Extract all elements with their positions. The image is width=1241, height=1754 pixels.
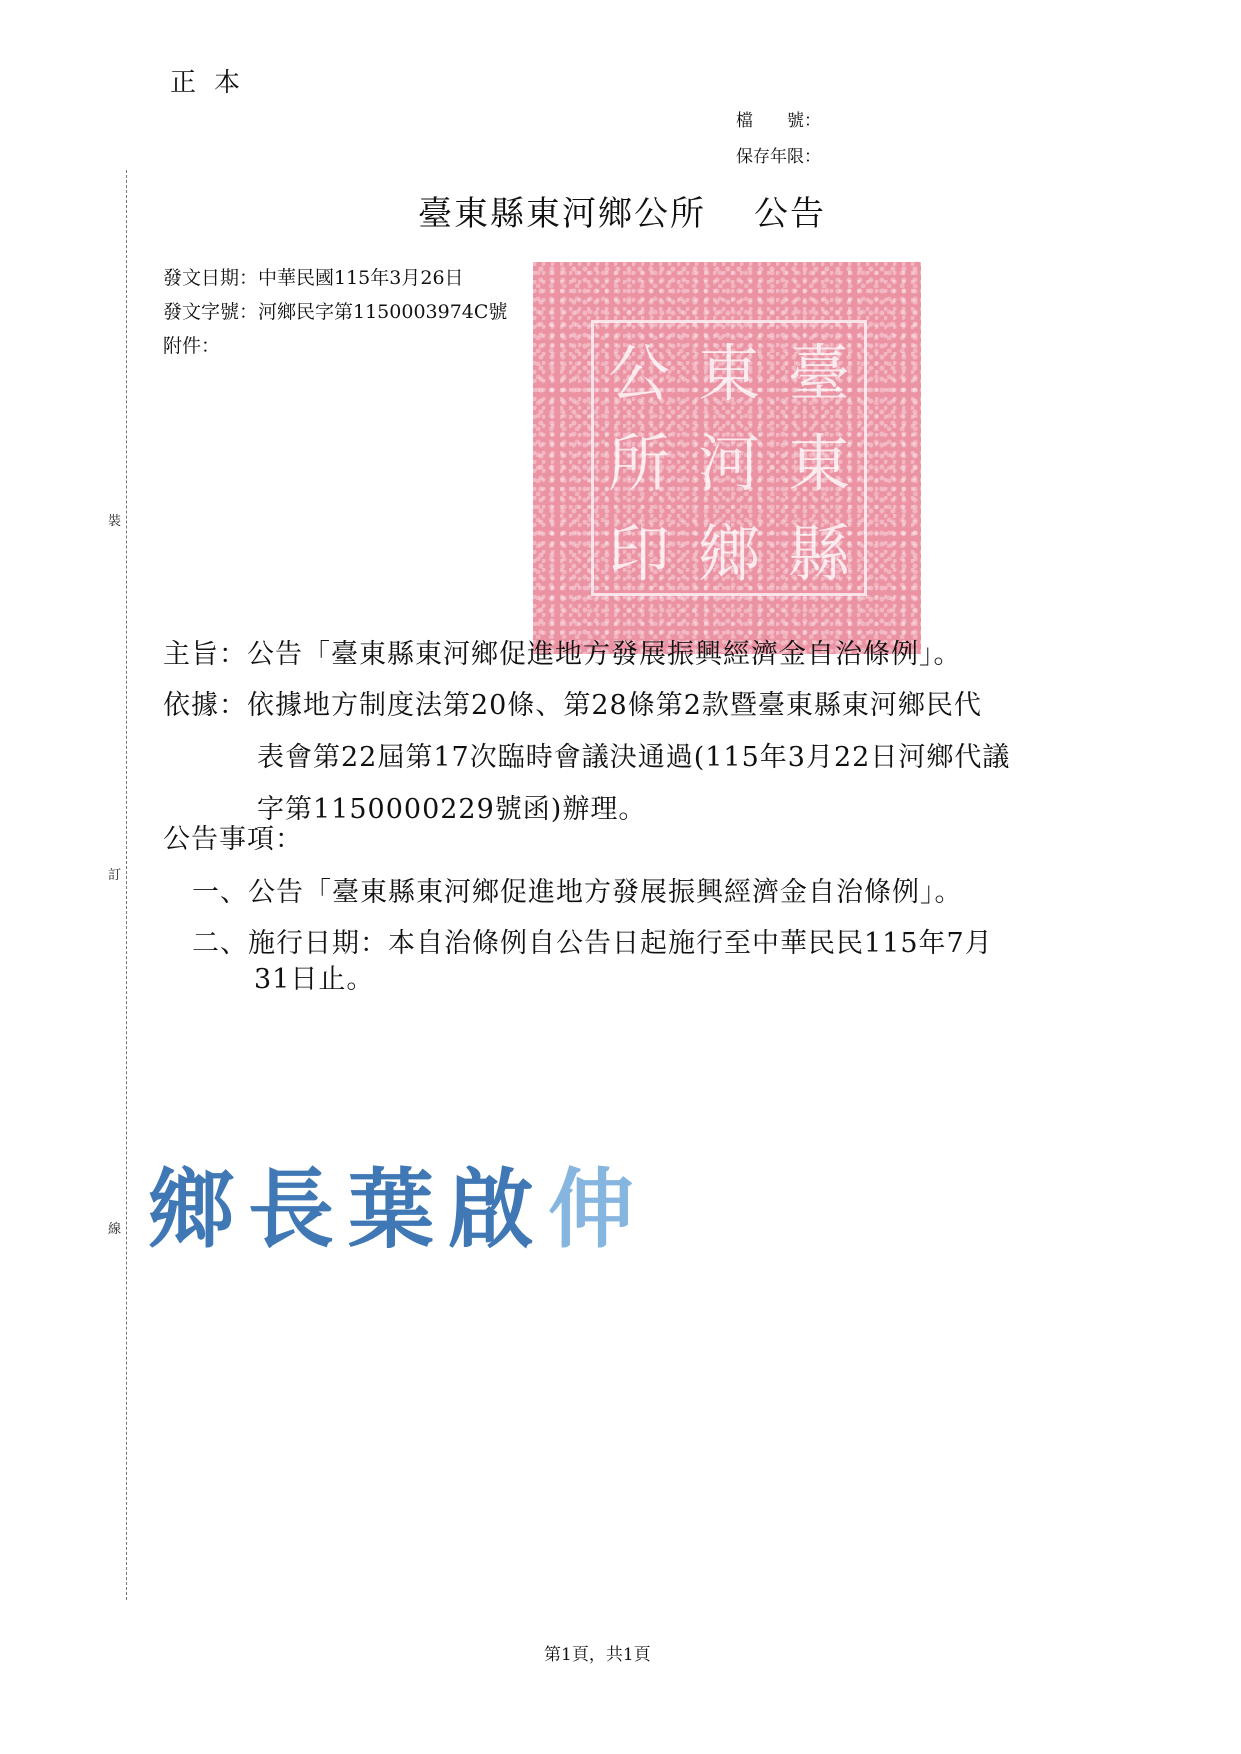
document-type: 公告 [754,194,826,234]
official-seal-stamp [533,262,921,654]
issue-date: 發文日期：中華民國115年3月26日 [163,267,464,289]
subject-row [163,635,962,675]
basis-line: 依據地方制度法第20條、第28條第2款暨臺東縣東河鄉民代 [247,690,982,721]
notice-item-1 [192,873,963,913]
binding-char-zhuang: 裝 [108,514,122,529]
item-text: 施行日期：本自治條例自公告日起施行至中華民民115年7月 [248,928,993,959]
signature-stamp [148,1140,648,1264]
binding-char-xian: 線 [108,1222,122,1237]
subject-text: 公告「臺東縣東河鄉促進地方發展振興經濟金自治條例」。 [247,639,962,670]
seal-char: 所 [607,426,670,500]
notice-heading: 公告事項： [163,824,303,855]
seal-char: 鄉 [697,516,760,590]
issue-number: 發文字號：河鄉民字第1150003974C號 [163,301,508,323]
file-number-field [736,106,821,131]
retention-label: 保存年限： [736,147,821,167]
item-marker: 二、 [192,928,248,959]
seal-char: 印 [607,516,670,590]
seal-char: 河 [697,426,760,500]
seal-char: 東 [697,336,760,410]
basis-row [163,686,982,726]
seal-characters [591,320,867,596]
notice-item-2-continued: 31日止。 [254,964,375,995]
file-number-label: 檔 號： [736,111,821,131]
subject-label: 主旨： [163,639,247,670]
retention-field [736,142,821,167]
signature-main: 鄉長葉啟 [148,1159,548,1260]
seal-char: 臺 [787,336,850,410]
item-text: 公告「臺東縣東河鄉促進地方發展振興經濟金自治條例」。 [248,877,963,908]
basis-line: 字第1150000229號函)辦理。 [257,794,647,825]
agency-name: 臺東縣東河鄉公所 [418,194,706,234]
original-copy-label: 正本 [170,68,259,98]
basis-label: 依據： [163,690,247,721]
item-marker: 一、 [192,877,248,908]
seal-char: 公 [607,336,670,410]
basis-line: 表會第22屆第17次臨時會議決通過(115年3月22日河鄉代議 [257,742,1011,773]
seal-char: 東 [787,426,850,500]
signature-fade: 伸 [548,1159,648,1260]
binding-line [126,170,127,1600]
seal-char: 縣 [787,516,850,590]
document-title [418,186,826,235]
page-number: 第1頁，共1頁 [544,1645,651,1665]
binding-char-ding: 訂 [108,868,122,883]
notice-item-2 [192,924,993,964]
attachment-label: 附件： [163,335,221,357]
